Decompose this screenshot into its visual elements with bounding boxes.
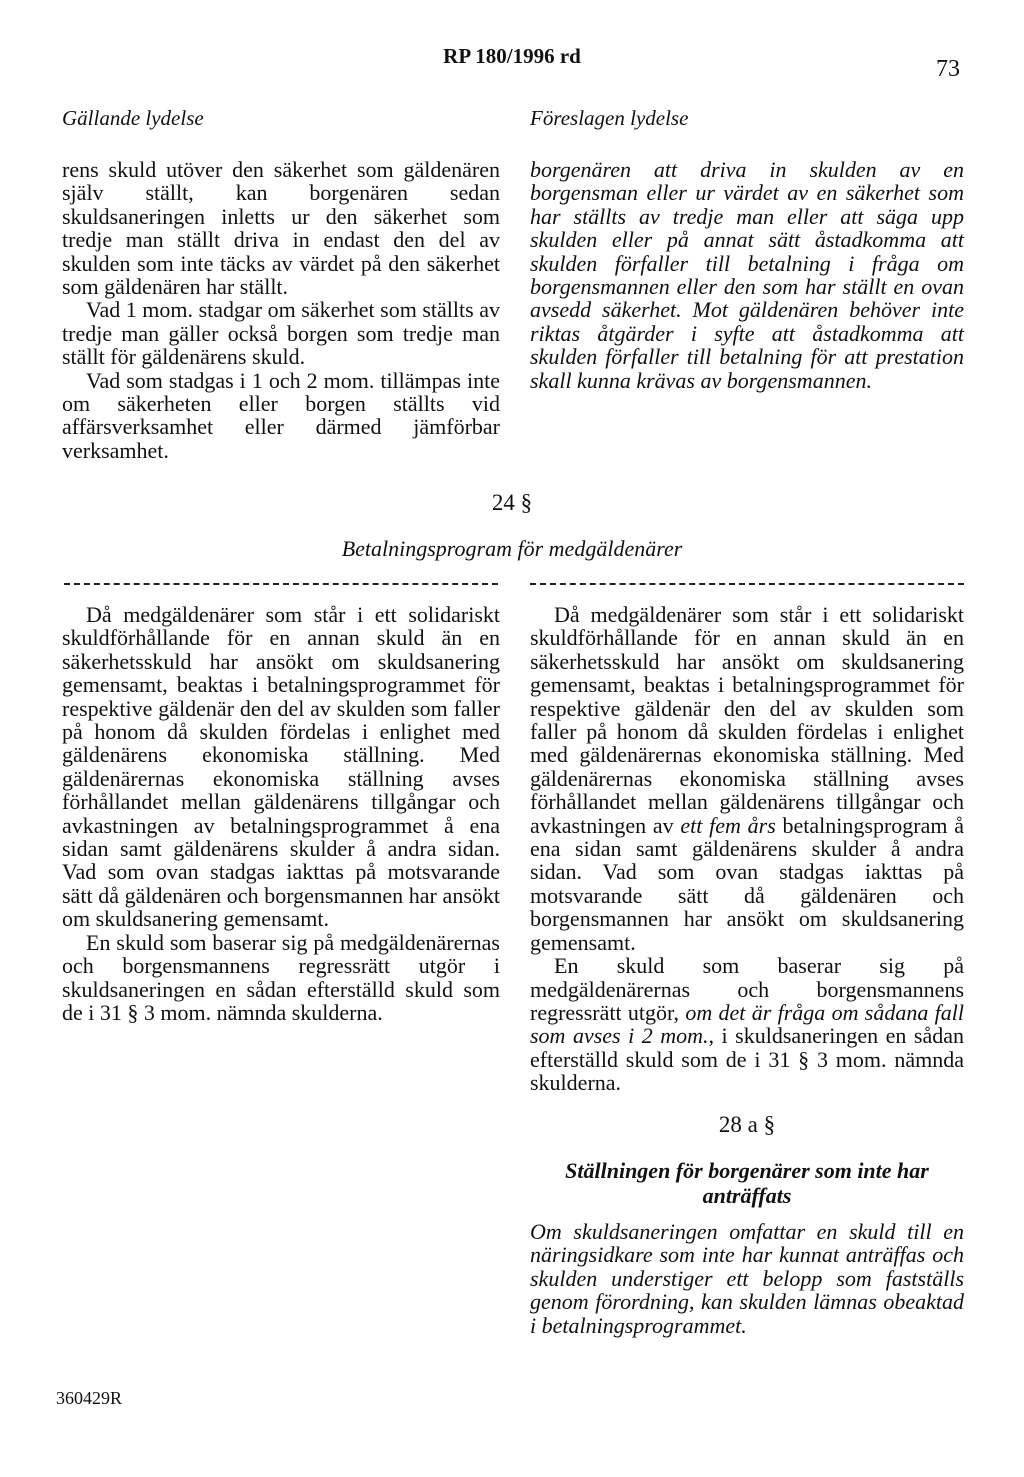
text-run: i skuldsaneringen en sådan efterställd skuld som de i 31 § 3 mom. nämnda skulderna.: [530, 1023, 965, 1096]
left-divider: [64, 583, 498, 585]
paragraph: rens skuld utöver den säkerhet som gäldenären själv ställt, kan borgenären sedan skuldsaneringen inletts ur den säkerhet som tredje man ställt driva in endast den del av skulden som inte täcks av värdet på den säkerhet som gäldenären har ställt.: [62, 157, 500, 300]
paragraph: Vad som stadgas i 1 och 2 mom. tillämpas inte om säkerheten eller borgen ställts vid affärsverksamhet eller därmed jämförbar verksamhet.: [62, 367, 500, 463]
right-column-section-24: [530, 603, 964, 1095]
paragraph: [530, 954, 964, 1094]
left-column-top: [62, 158, 500, 462]
paragraph: borgenären att driva in skulden av en borgensman eller ur värdet av en säkerhet som har ställts av tredje man eller att säga upp skulden eller på annat sätt åstadkomma att skulden förfaller till betalning i fråga om borgensmannen eller den som har ställt en ovan avsedd säkerhet. Mot gäldenären behöver inte riktas åtgärder i syfte att åstadkomma att skulden förfaller till betalning för att prestation skall kunna krävas av borgensmannen.: [530, 157, 964, 393]
section-28a-title: Ställningen för borgenärer som inte har anträffats: [565, 1158, 929, 1208]
page-number: 73: [936, 56, 960, 82]
italic-amendment: ett fem års: [680, 812, 776, 838]
footer-code: 360429R: [56, 1388, 123, 1408]
right-column-heading: Föreslagen lydelse: [530, 106, 689, 130]
paragraph: [530, 603, 964, 954]
section-24-title: Betalningsprogram för medgäldenärer: [341, 536, 683, 561]
right-divider: [530, 583, 964, 585]
text-run: Då medgäldenärer som står i ett solidariskt skuldförhållande för en annan skuld än en säkerhetsskuld har ansökt om skuldsanering gemensamt, beaktas i betalningsprogrammet för respektive gäldenär den del av skulden som faller på honom då skulden fördelas i enlighet med gäldenärernas ekonomiska ställning. Med gäldenärernas ekonomiska ställning avses förhållandet mellan gäldenärens tillgångar och avkastningen av: [530, 602, 964, 838]
document-header: RP 180/1996 rd: [443, 44, 581, 68]
paragraph: Då medgäldenärer som står i ett solidariskt skuldförhållande för en annan skuld än en säkerhetsskuld har ansökt om skuldsanering gemensamt, beaktas i betalningsprogrammet för respektive gäldenär den del av skulden som faller på honom då skulden fördelas i enlighet med gäldenärens ekonomiska ställning. Med gäldenärernas ekonomiska ställning avses förhållandet mellan gäldenärens tillgångar och avkastningen av betalningsprogrammet å ena sidan samt gäldenärens skulder å andra sidan. Vad som ovan stadgas iakttas på motsvarande sätt då gäldenären och borgensmannen har ansökt om skuldsanering gemensamt.: [62, 602, 500, 932]
paragraph: En skuld som baserar sig på medgäldenärernas och borgensmannens regressrätt utgör i skuldsaneringen en sådan efterställd skuld som de i 31 § 3 mom. nämnda skulderna.: [62, 929, 500, 1025]
paragraph: Vad 1 mom. stadgar om säkerhet som ställts av tredje man gäller också borgen som tredje man ställt för gäldenärens skuld.: [62, 297, 500, 370]
section-24-number: 24 §: [491, 490, 533, 515]
italic-amendment: om det är fråga om sådana fall som avses i 2 mom.,: [530, 999, 965, 1049]
section-28a-text: Om skuldsaneringen omfattar en skuld till en näringsidkare som inte har kunnat anträffas och skulden understiger ett belopp som fastställs genom förordning, kan skulden lämnas obeaktad i betalningsprogrammet.: [530, 1219, 964, 1338]
text-run: En skuld som baserar sig på medgäldenärernas och borgensmannens regressrätt utgör,: [530, 953, 964, 1025]
text-run: betalningsprogram å ena sidan samt gäldenärens skulder å andra sidan. Vad som ovan stadgas iakttas på motsvarande sätt då gäldenären och borgensmannen har ansökt om skuldsanering gemensamt.: [530, 812, 965, 955]
section-28a-number: 28 a §: [718, 1112, 776, 1137]
right-column-top: [530, 158, 964, 392]
left-column-heading: Gällande lydelse: [62, 106, 204, 130]
left-column-section-24: [62, 603, 500, 1024]
